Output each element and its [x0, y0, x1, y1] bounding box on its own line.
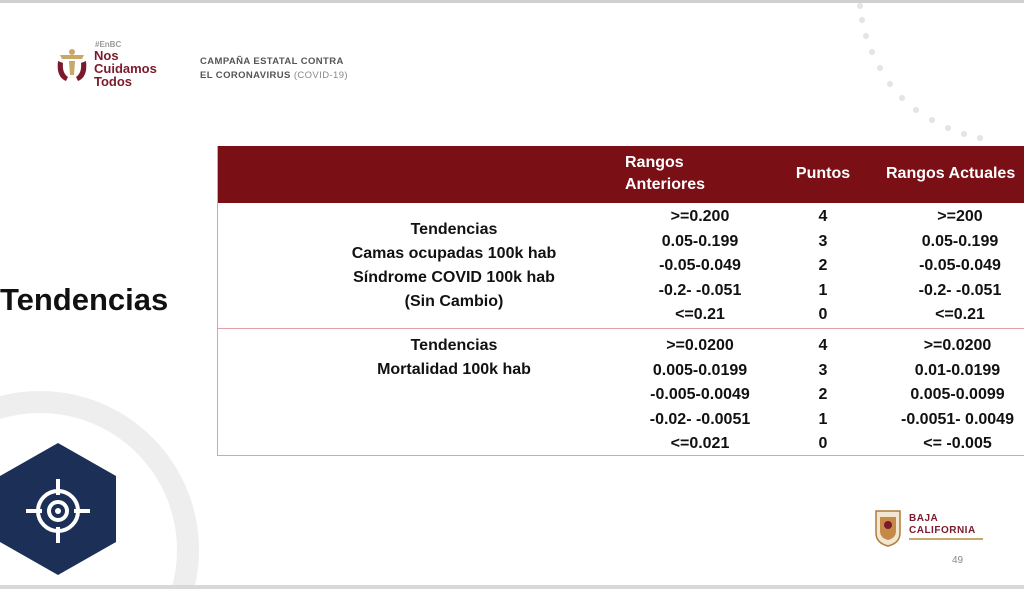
logo-line-3: Todos	[94, 74, 133, 89]
table-cell: -0.02- -0.0051	[649, 410, 751, 428]
table-cell: 2	[818, 257, 828, 274]
brand-line-1: BAJA	[909, 513, 939, 524]
group-1-description-line: Tendencias	[410, 221, 498, 238]
group-2-puntos	[803, 334, 843, 457]
table-cell: <=0.21	[935, 306, 985, 323]
group-separator	[218, 328, 1024, 329]
table-cell: 3	[818, 361, 828, 379]
table-cell: 0.05-0.199	[921, 232, 999, 250]
table-cell: 3	[818, 232, 828, 250]
table-cell: -0.005-0.0049	[650, 386, 750, 403]
table-cell: 0.005-0.0099	[910, 386, 1005, 403]
group-2-rangos-actuales	[890, 334, 1024, 457]
table-cell: 0.01-0.0199	[914, 361, 1001, 379]
group-1-rangos-actuales	[896, 205, 1024, 328]
table-cell: 0.05-0.199	[661, 232, 739, 250]
crosshair-target-icon	[24, 477, 92, 545]
section-title: Tendencias	[0, 282, 169, 317]
table-cell: 2	[818, 386, 828, 403]
table-cell: >=0.0200	[923, 337, 992, 354]
logo-hashtag: #EnBC	[95, 40, 122, 49]
group-1-puntos	[803, 205, 843, 328]
table-cell: 0	[818, 306, 828, 323]
baja-california-wordmark	[909, 513, 976, 537]
campaign-line-2: EL CORONAVIRUS	[200, 70, 291, 81]
table-cell: 1	[818, 281, 828, 299]
nos-cuidamos-todos-logo-icon	[54, 47, 90, 83]
header-rangos-anteriores-line-2: Anteriores	[625, 176, 706, 193]
table-cell: <= -0.005	[923, 435, 992, 452]
decorative-dots	[820, 0, 1024, 160]
ranges-table	[217, 146, 1024, 456]
group-1-description	[304, 218, 604, 314]
header-rangos-actuales: Rangos Actuales	[886, 165, 1016, 182]
logo-wordmark	[94, 49, 157, 88]
group-2-description	[304, 334, 604, 382]
table-cell: >=0.0200	[666, 337, 734, 354]
table-cell: 0.005-0.0199	[652, 361, 748, 379]
table-cell: -0.2- -0.051	[658, 281, 742, 299]
baja-california-seal-icon	[874, 507, 902, 547]
brand-underline	[909, 538, 983, 540]
table-cell: >=0.200	[670, 208, 730, 225]
campaign-line-1: CAMPAÑA ESTATAL CONTRA	[200, 56, 344, 67]
group-2-description-line: Mortalidad 100k hab	[377, 361, 531, 378]
table-cell: 4	[818, 208, 828, 225]
table-cell: <=0.21	[675, 306, 725, 323]
group-1-description-line: Camas ocupadas 100k hab	[351, 245, 557, 262]
header-rangos-anteriores-line-1: Rangos	[625, 154, 684, 171]
group-2-rangos-anteriores	[630, 334, 770, 457]
table-cell: -0.0051- 0.0049	[901, 410, 1014, 428]
group-1-description-line: (Sin Cambio)	[404, 293, 504, 310]
campaign-title	[200, 55, 348, 83]
table-cell: -0.05-0.049	[659, 257, 741, 274]
brand-line-2: CALIFORNIA	[909, 525, 976, 536]
campaign-line-2-suffix: (COVID-19)	[293, 70, 348, 81]
table-cell: >=200	[937, 208, 983, 225]
table-header	[218, 146, 1024, 203]
group-1-rangos-anteriores	[630, 205, 770, 328]
table-cell: 0	[818, 435, 828, 452]
table-cell: -0.05-0.049	[919, 257, 1001, 274]
table-cell: 1	[818, 410, 828, 428]
header-rangos-anteriores	[625, 152, 765, 196]
logo-line-1: Nos	[94, 48, 119, 63]
group-1-description-line: Síndrome COVID 100k hab	[353, 269, 555, 286]
group-2-description-line: Tendencias	[410, 337, 498, 354]
table-cell: 4	[818, 337, 828, 354]
page-number: 49	[952, 555, 964, 566]
logo-line-2: Cuidamos	[94, 61, 157, 76]
table-cell: <=0.021	[670, 435, 730, 452]
header-puntos: Puntos	[795, 165, 851, 182]
bottom-border	[0, 585, 1024, 589]
table-cell: -0.2- -0.051	[918, 281, 1002, 299]
